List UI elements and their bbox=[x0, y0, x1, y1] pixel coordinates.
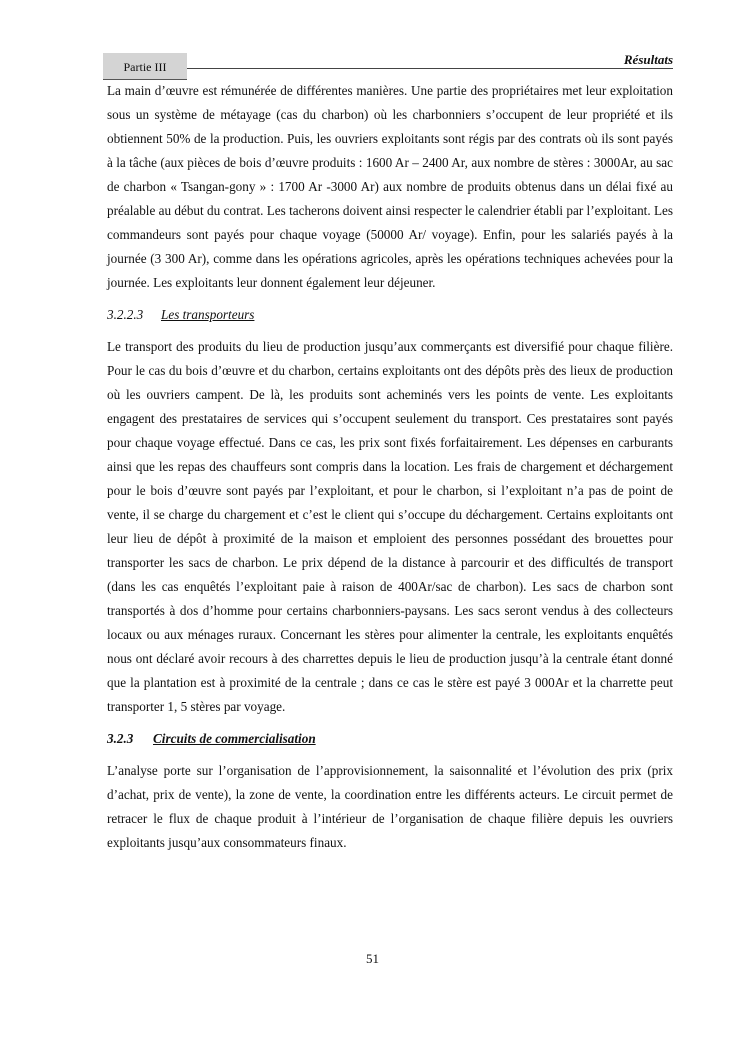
section-number: 3.2.3 bbox=[107, 731, 134, 746]
header-rule bbox=[187, 68, 673, 69]
page-number: 51 bbox=[366, 951, 379, 966]
section-heading bbox=[107, 727, 673, 751]
section-title: Circuits de commercialisation bbox=[153, 731, 316, 746]
part-tab: Partie III bbox=[103, 53, 187, 80]
paragraph-transport: Le transport des produits du lieu de production jusqu’aux commerçants est diversifié pour chaque filière. Pour le cas du bois d’œuvre et du charbon, certains exploitants ont des dépôts près des lieux de production où les ouvriers campent. De là, les produits sont acheminés vers les points de vente. Les exploitants engagent des prestataires de services qui s’occupent seulement du transport. Ces prestataires sont payés pour chaque voyage effectué. Dans ce cas, les prix sont fixés forfaitairement. Les dépenses en carburants ainsi que les repas des chauffeurs sont compris dans la location. Les frais de chargement et déchargement pour le bois d’œuvre sont payés par l’exploitant, et pour le charbon, si l’exploitant n’a pas de point de vente, il se charge du chargement et c’est le client qui s’occupe du déchargement. Certains exploitants ont leur lieu de dépôt à proximité de la maison et emploient des personnes possédant des brouettes pour transporter les sacs de charbon. Le prix dépend de la distance à parcourir et des difficultés de transport (dans les cas enquêtés l’exploitant paie à raison de 400Ar/sac de charbon). Les sacs de charbon sont transportés à dos d’homme pour certains charbonniers-paysans. Les sacs seront vendus à des collecteurs locaux ou aux ménages ruraux. Concernant les stères pour alimenter la centrale, les exploitants enquêtés nous ont déclaré avoir recours à des charrettes depuis le lieu de production jusqu’à la centrale étant donné que la plantation est à proximité de la centrale ; dans ce cas le stère est payé 3 000Ar et la charrette peut transporter 1, 5 stères par voyage. bbox=[107, 339, 673, 714]
body-content bbox=[107, 79, 673, 855]
paragraph-circuits: L’analyse porte sur l’organisation de l’approvisionnement, la saisonnalité et l’évolution des prix (prix d’achat, prix de vente), la zone de vente, la coordination entre les différents acteurs. Le circuit permet de retracer le flux de chaque produit à l’intérieur de l’organisation de chaque filière depuis les ouvriers exploitants jusqu’aux consommateurs finaux. bbox=[107, 763, 673, 850]
subsection-number: 3.2.2.3 bbox=[107, 307, 144, 322]
paragraph-labour-remuneration: La main d’œuvre est rémunérée de différentes manières. Une partie des propriétaires met leur exploitation sous un système de métayage (cas du charbon) où les charbonniers s’occupent de leur propriété et ils obtiennent 50% de la production. Puis, les ouvriers exploitants sont régis par des contrats où ils sont payés à la tâche (aux pièces de bois d’œuvre produits : 1600 Ar – 2400 Ar, aux nombre de stères : 3000Ar, au sac de charbon « Tsangan-gony » : 1700 Ar -3000 Ar) aux nombre de produits obtenus dans un délai fixé au préalable au début du contrat. Les tacherons doivent ainsi respecter le calendrier établi par l’exploitant. Les commandeurs sont payés pour chaque voyage (50000 Ar/ voyage). Enfin, pour les salariés payés à la journée (3 300 Ar), comme dans les opérations agricoles, après les opérations techniques achevées pour la journée. Les exploitants leur donnent également leur déjeuner. bbox=[107, 83, 673, 290]
subsection-title: Les transporteurs bbox=[161, 307, 255, 322]
subsection-heading bbox=[107, 303, 673, 327]
header-title: Résultats bbox=[623, 52, 673, 67]
